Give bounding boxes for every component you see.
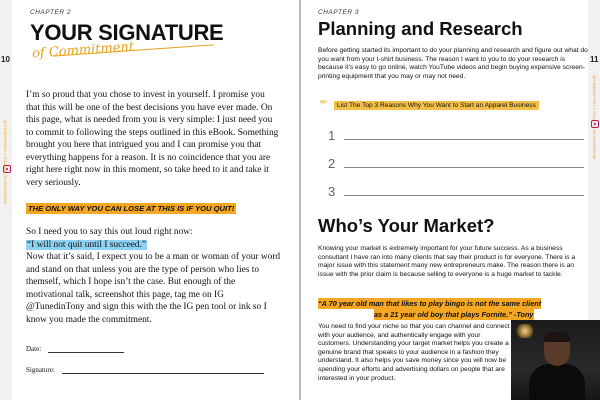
say-line: So I need you to say this out loud right now: [26,227,193,237]
chapter-label-right: CHAPTER 3 [318,9,359,16]
answer-line-3[interactable] [344,195,584,196]
orange-highlight: THE ONLY WAY YOU CAN LOSE AT THIS IS IF YOU QUIT! [28,204,235,213]
niche-paragraph: You need to find your niche so that you can channel and connect with your audience, and authentically engage with your customers. Understanding your target market helps you create a genuine brand that speaks to your audience in a fashion they understand. It also helps you save money since you will now be spending your efforts and advertising dollars on people that are interested in your product. [318,323,510,382]
list-number-1: 1 [328,128,336,143]
right-page-number: 11 [590,55,599,64]
answer-line-1[interactable] [344,139,584,140]
left-page-number: 10 [1,55,10,64]
quote-highlight-1: “A 70 year old man that likes to play bingo is not the same client [318,299,542,308]
date-label: Date: [26,345,42,353]
answer-line-2[interactable] [344,167,584,168]
list-heading: List The Top 3 Reasons Why You Want to Start an Apparel Business [334,101,539,110]
webcam-lamp [515,324,535,338]
section-title-market: Who’s Your Market? [318,215,495,236]
right-instagram-handle-vertical: @TUNEDINTONY // FOLLOW ON INSTAGRAM [592,75,596,160]
instagram-icon [591,120,599,128]
list-number-3: 3 [328,184,336,199]
pencil-icon: ✏ [320,97,328,107]
date-line[interactable] [48,352,124,353]
commitment-quote [26,239,281,252]
highlight-statement [26,203,281,216]
quote-highlight-2: as a 21 year old boy that plays Fornite.” -Tony [374,310,534,319]
webcam-person-hair [544,332,570,342]
intro-paragraph: I’m so proud that you chose to invest in yourself. I promise you that this will be one of the best decisions you have ever made. On this page, what is needed from you is very simple: I just need you to commit to following the steps outlined in this eBook. Something brought you here that intrigued you and I can promise you that everything happens for a reason. It is no coincidence that you are right here right now in this moment, so take heed to it and take it very seriously. [26,90,279,188]
signature-label: Signature: [26,366,55,374]
page-title: YOUR SIGNATURE [30,20,224,45]
script-subtitle: of Commitment [31,39,135,62]
webcam-overlay [511,320,600,400]
commitment-paragraph: Now that it’s said, I expect you to be a man or woman of your word and stand on that unless you are the type of person who lies to themself, which I hope isn’t the case. But enough of the motivational talk, screenshot this page, tag me on IG @TunedinTony and sign this with the the IG pen tool or ink so I know you made the commitment. [26,252,281,325]
quote-line-1 [318,298,588,309]
list-number-2: 2 [328,156,336,171]
chapter-label: CHAPTER 2 [30,9,71,16]
blue-highlight: “I will not quit until I succeed.” [27,239,146,250]
commitment-block [26,226,281,326]
market-paragraph: Knowing your market is extremely important for your future success. As a business consultant I have ran into many clients that say their product is for everyone. There is a major issue with this statement many new entrepreneurs make. The reason there is an issue with the prior claim is because selling to everyone is a huge market to tackle. [318,245,576,278]
left-page [0,0,299,400]
instagram-icon [3,165,11,173]
planning-paragraph: Before getting started its important to do your planning and research and figure out what do you want from your t-shirt business. The reason I want to you to do your research is because it’s easy to go online, watch YouTube videos and begin buying expensive screen-printing equipment that you may or may not need. [318,47,588,80]
signature-line[interactable] [62,373,264,374]
left-instagram-handle-vertical: @TUNEDINTONY // FOLLOW ON INSTAGRAM [3,120,7,205]
section-title-planning: Planning and Research [318,18,523,39]
quote-line-2 [318,309,588,320]
webcam-person-body [529,364,585,400]
market-quote [318,298,588,320]
